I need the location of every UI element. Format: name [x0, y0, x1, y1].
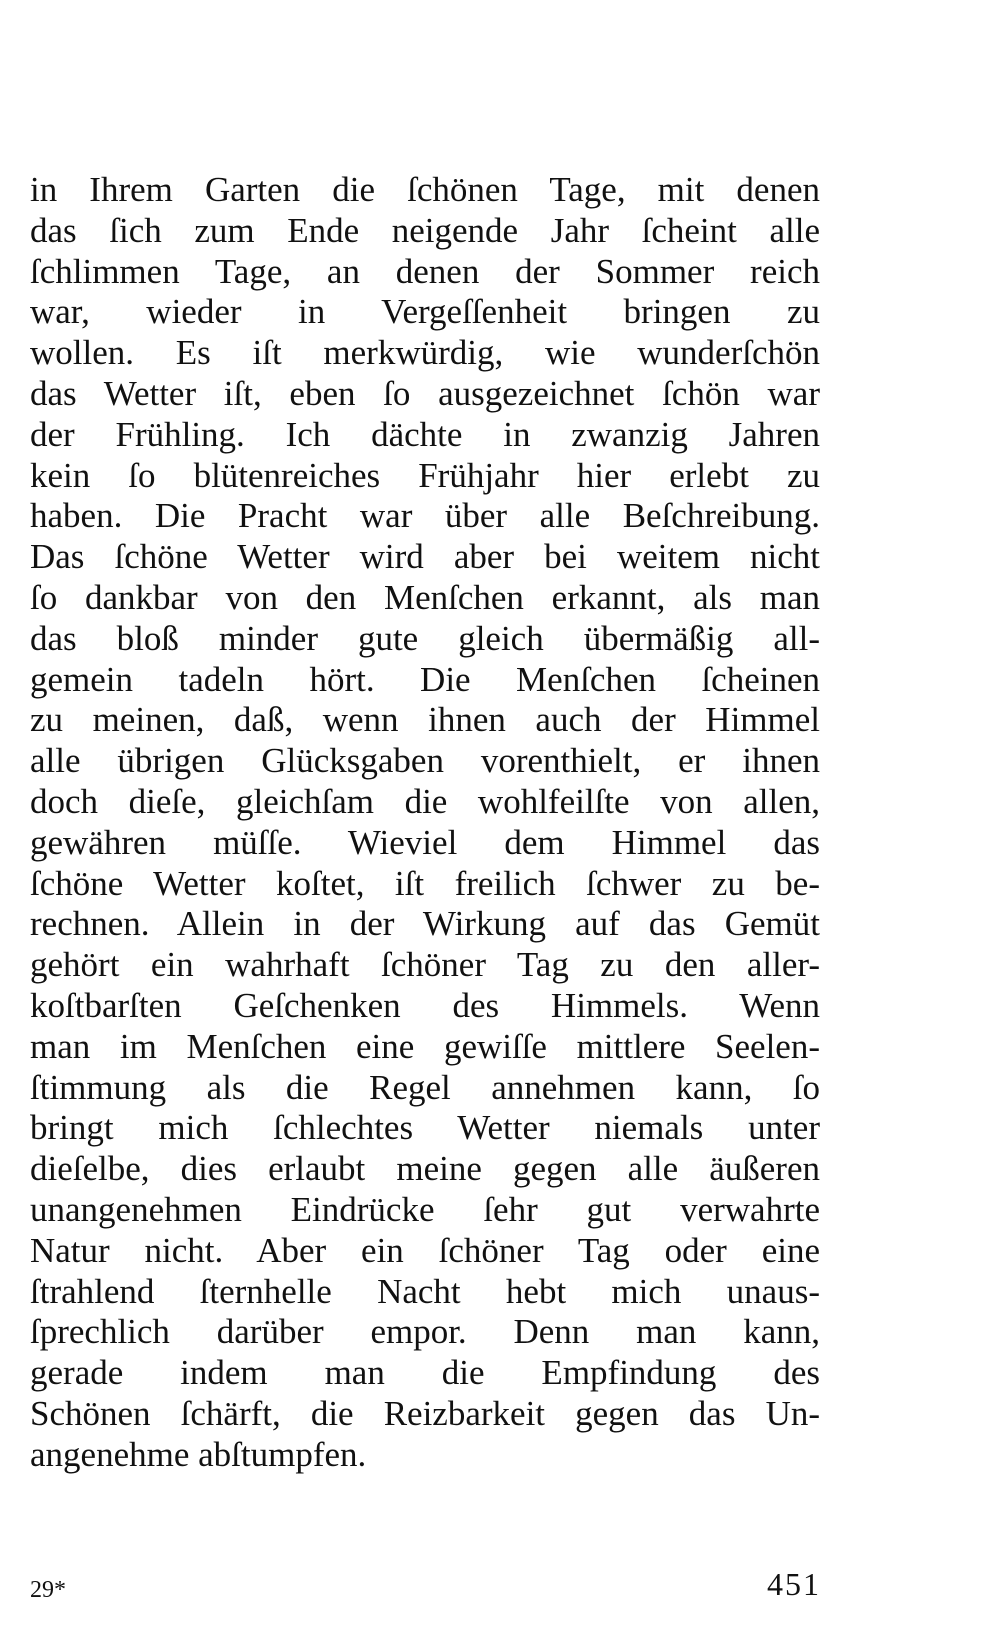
text-line: haben. Die Pracht war über alle Beſchreibung.: [30, 496, 820, 536]
text-line: ſchlimmen Tage, an denen der Sommer reich: [30, 251, 820, 291]
text-line: kein ſo blütenreiches Frühjahr hier erlebt zu: [30, 455, 820, 495]
text-line: zu meinen, daß, wenn ihnen auch der Himmel: [30, 700, 820, 740]
page-number: 451: [767, 1566, 821, 1602]
text-line: Schönen ſchärft, die Reizbarkeit gegen das Un-: [30, 1393, 820, 1433]
text-line: das bloß minder gute gleich übermäßig all-: [30, 618, 820, 658]
text-line: das ſich zum Ende neigende Jahr ſcheint alle: [30, 210, 820, 250]
text-line: Das ſchöne Wetter wird aber bei weitem nicht: [30, 537, 820, 577]
text-line: gemein tadeln hört. Die Menſchen ſcheinen: [30, 659, 820, 699]
text-line-last: angenehme abſtumpfen.: [30, 1434, 367, 1474]
text-line: wollen. Es iſt merkwürdig, wie wunderſchön: [30, 333, 820, 373]
text-line: doch dieſe, gleichſam die wohlfeilſte von allen,: [30, 781, 820, 821]
text-line: gerade indem man die Empfindung des: [30, 1353, 820, 1393]
text-line: alle übrigen Glücksgaben vorenthielt, er ihnen: [30, 741, 820, 781]
text-line: bringt mich ſchlechtes Wetter niemals unter: [30, 1108, 820, 1148]
text-line: ſchöne Wetter koſtet, iſt freilich ſchwer zu be-: [30, 863, 820, 903]
text-line: koſtbarſten Geſchenken des Himmels. Wenn: [30, 985, 820, 1025]
sheet-signature: 29*: [30, 1577, 66, 1603]
text-line: ſo dankbar von den Menſchen erkannt, als man: [30, 577, 820, 617]
text-line: rechnen. Allein in der Wirkung auf das Gemüt: [30, 904, 820, 944]
text-line: ſtrahlend ſternhelle Nacht hebt mich unaus-: [30, 1271, 820, 1311]
text-line: gewähren müſſe. Wieviel dem Himmel das: [30, 822, 820, 862]
text-line: ſprechlich darüber empor. Denn man kann,: [30, 1312, 820, 1352]
text-line: unangenehmen Eindrücke ſehr gut verwahrte: [30, 1189, 820, 1229]
text-line: man im Menſchen eine gewiſſe mittlere Seelen-: [30, 1026, 820, 1066]
text-line: ſtimmung als die Regel annehmen kann, ſo: [30, 1067, 820, 1107]
body-text: [30, 170, 820, 1476]
text-line: Natur nicht. Aber ein ſchöner Tag oder eine: [30, 1230, 820, 1270]
text-line: das Wetter iſt, eben ſo ausgezeichnet ſchön war: [30, 373, 820, 413]
text-line: dieſelbe, dies erlaubt meine gegen alle äußeren: [30, 1149, 820, 1189]
text-line: in Ihrem Garten die ſchönen Tage, mit denen: [30, 170, 820, 209]
text-line: war, wieder in Vergeſſenheit bringen zu: [30, 292, 820, 332]
text-line: der Frühling. Ich dächte in zwanzig Jahren: [30, 414, 820, 454]
text-line: gehört ein wahrhaft ſchöner Tag zu den aller-: [30, 945, 820, 985]
